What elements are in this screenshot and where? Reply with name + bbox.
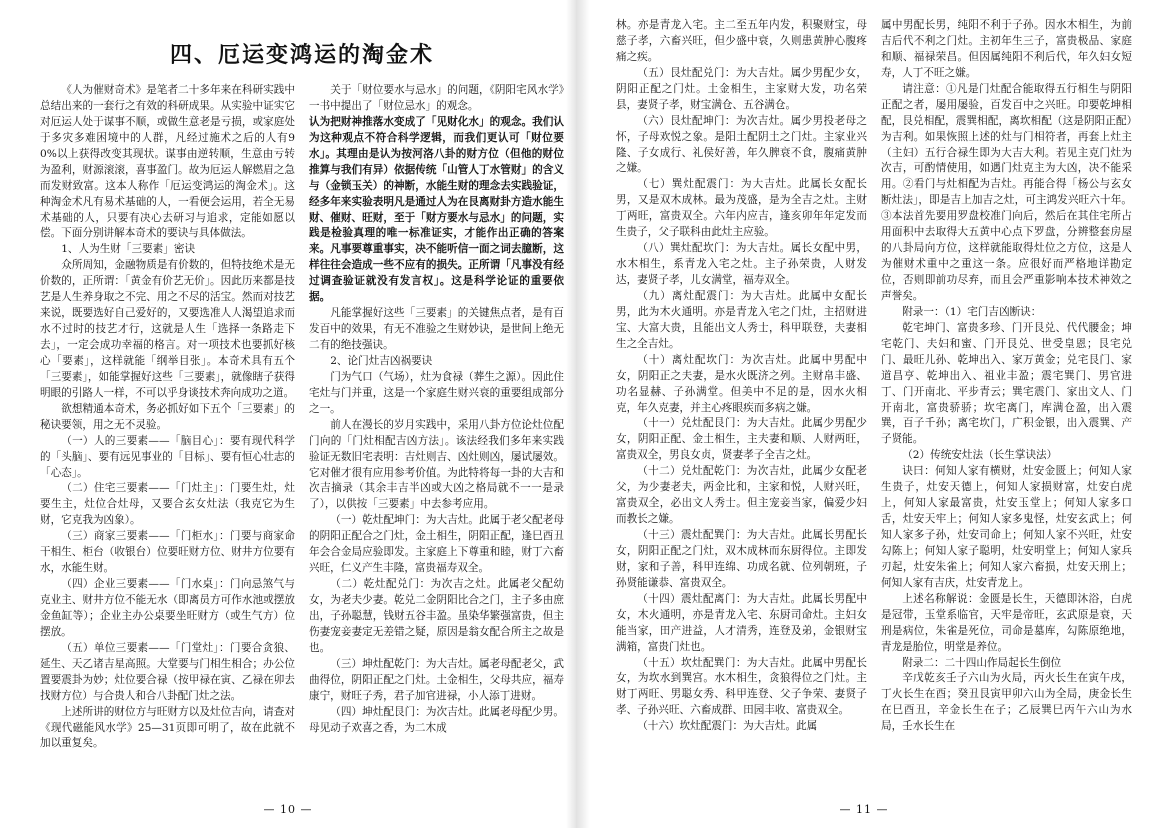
right-page: [576, 0, 1152, 828]
paragraph: （四）企业三要素——「门水桌」：门向忌煞气与克业主、财井方位不能无水（即离员方可作水池或摆放金鱼缸等）；企业主办公桌要坐旺财方（或生气方）位摆放。: [40, 578, 295, 638]
section-heading: 1、人为生财「三要素」密诀: [61, 243, 196, 256]
section-heading: （2）传统安灶法（长生掌诀法）: [902, 449, 1058, 462]
paragraph: （十六）坎灶配震门：为大吉灶。此属: [637, 720, 818, 733]
page-number: — 10 —: [263, 803, 313, 816]
right-column-2: [881, 18, 1132, 783]
paragraph: 《人为催财奇术》是笔者二十多年来在科研实践中总结出来的一套行之有效的科研成果。从实验中证实它对厄运人处于谋事不顺，或做生意老是亏损，或家庭处于多灾多难困境中的人群，凡经过施术之后的人有90%以上获得改变其现状。谋事由逆转顺，生意由亏转为盈利，财源滚滚，喜事盈门。故为厄运人解燃眉之急而发财致富。这本人称作「厄运变鸿运的淘金术」。这种淘金术凡有易术基础的人，一看便会运用，若全无易术基础的人，只要有决心去研习与追求，定能如愿以偿。下面分别讲解本奇术的要诀与具体做法。: [40, 84, 295, 240]
paragraph: 欲想精通本奇术，务必抓好如下五个「三要素」的秘诀要领，用之无不灵验。: [40, 402, 295, 431]
paragraph: （十五）坎灶配巽门：为大吉灶。此属中男配长女，为坎水到巽宫。水木相生，贪狼得位之门灶。主财丁两旺、男聪女秀、科甲连登、父子争荣、妻贤子孝、子孙兴旺、六畜成群、田园丰收、富贵双全。: [616, 656, 867, 717]
paragraph: （七）巽灶配震门：为大吉灶。此属长女配长男，又是双木成林。最为茂盛，是为全吉之灶。主财丁两旺，富贵双全。六年内应吉，逢亥卯年年定发而生贵子，父子联科由此灶主应验。: [616, 178, 867, 239]
paragraph: 前人在漫长的岁月实践中，采用八卦方位论灶位配门向的「门灶相配吉凶方法」。该法经我们多年来实践验证无数旧宅表明：吉灶则吉、凶灶则凶，屡试屡效。它对催才很有应用参考价值。为此特将每一卦的大吉和次吉摘录（其余丰吉半凶或大凶之格局就不一一是录了），以供按「三要素」中去参考应用。: [309, 418, 564, 511]
paragraph: （十三）震灶配巽门：为大吉灶。此属长男配长女，阴阳正配之门灶，双木成林而东厨得位。主即发财，家和子善，科甲连绵、功成名就、位列朝班，子孙贤能谦恭、富贵双全。: [616, 529, 867, 589]
paragraph: （十二）兑灶配乾门：为次吉灶，此属少女配老父，为少妻老夫，两金比和，主家和悦，人财兴旺，富贵双全，必出文人秀士。但主宠妾当家，偏爱少妇而教长之嫌。: [616, 465, 867, 526]
paragraph: 众所周知，金融物质是有价数的，但特技绝术是无价数的，正所谓：「黄金有价艺无价」。因此历来都是技艺是人生养身取之不完、用之不尽的活宝。然而对技艺来说，既要选好自己爱好的，又要选准人人渴望追求而水不过时的技艺才行，这就是人生「选择一条路走下去」，一定会成功幸福的格言。对一项技术也要抓好核心「要素」，这样就能「纲举目张」。本奇术具有五个「三要素」，如能掌握好这些「三要素」，就像瞎子获得明眼的引路人一样，不可以乎身谈技术奔向成功之道。: [40, 259, 295, 399]
paragraph: （十四）震灶配离门：为大吉灶。此属长男配中女，木火通明，亦是青龙入宅、东厨司命灶。主妇女能当家，田产进益，人才清秀，连登及弟，金银财宝满箱，富贵门灶也。: [616, 592, 867, 653]
paragraph: （十一）兑灶配艮门：为大吉灶。此属少男配少女，阴阳正配、金土相生，主夫妻和顺、人财两旺，富贵双全，男良女贞，贤妻孝子全吉之灶。: [616, 417, 867, 462]
paragraph: （二）住宅三要素——「门灶主」：门要生灶，灶要生主，灶位合灶母，又要合玄女灶法（我克它为生财，它克我为凶象）。: [40, 482, 295, 527]
paragraph: 上述名称解说：金匮是长生，天德即沐浴，白虎是冠带，玉堂系临官，天牢是帝旺，玄武原是衰，天刑是病位，朱雀是死位，司命是墓库，勾陈原绝地，青龙是胎位，明堂是养位。: [881, 592, 1132, 653]
paragraph: （一）人的三要素——「脑目心」：要有现代科学的「头脑」、要有远见事业的「目标」、要有恒心壮志的「心态」。: [40, 434, 295, 479]
paragraph: 属中男配长男，纯阳不利于子孙。因水木相生，为前吉后代不利之门灶。主初年生三子，富贵极品、家庭和顺、福禄荣昌。但因属纯阳不利后代，年久妇女短寿，人丁不旺之嫌。: [881, 19, 1132, 79]
left-column-1: [40, 83, 295, 803]
paragraph: 乾宅坤门、富贵多珍、门开艮兑、代代腰金；坤宅乾门、夫妇和蜜、门开艮兑、世受皇恩；艮宅兑门、最旺儿孙、乾坤出入、家万黄金；兑宅艮门、家道昌亨、乾坤出入、祖业丰盈；震宅巽门、男官进丁、门开南北、平步青云；巽宅震门、家出文人、门开南北，富贵骄骄；坎宅离门，库满仓盈，出入震巽，百子千孙；离宅坎门，广积金银，出入震巽、产子贤能。: [881, 321, 1132, 446]
paragraph: 辛戊乾亥壬子六山为火局，丙火长生在寅午戌，丁火长生在酉；癸丑艮寅甲卯六山为全局，庚金长生在巳酉丑，辛金长生在子；乙辰巽巳丙午六山为水局，壬水长生在: [881, 672, 1132, 733]
paragraph: 请注意：①凡是门灶配合能取得五行相生与阴阳正配之者，屡用屡验，百发百中之兴旺。印要乾坤相配，艮兑相配，震巽相配，离坎相配（这是阴阳正配）为吉利。如果恢照上述的灶与门相符者，再套上灶主（主妇）五行合禄生即为大吉大利。若见主克门灶为次吉，可酌情使用，如遇门灶克主为大凶，决不能采用。②看门与灶相配为吉灶。再能合得「杨公与玄女断灶法」，即是吉上加吉之灶，可主鸿发兴旺六十年。③本法首先要用罗盘校准门向后，然后在其住宅所占用面积中去取得大五黄中心点下罗盘，分辨整套房屋的八卦局向方位，这样就能取得灶位之方位，这是人为催财术重中之重这一条。应很好而严格地详勘定位，否则即前功尽弃，而且会严重影响本技术神效之声誉矣。: [881, 82, 1132, 302]
paragraph: （八）巽灶配坎门：为大吉灶。属长女配中男，水木相生，系青龙入宅之灶。主子孙荣贵，人财发达，妻贤子孝，儿女满堂，福寿双全。: [616, 242, 867, 286]
paragraph: （十）离灶配坎门：为次吉灶。此属中男配中女，阴阳正之夫妻，是水火既济之列。主财帛丰盛、功名显赫、子孙满堂。但美中不足的是，因水火相克，年久克妻，并主心疼眼疾而多病之嫌。: [616, 353, 867, 414]
bold-paragraph: 认为把财神推落水变成了「见财化水」的观念。我们认为这种观点不符合科学逻辑，而我们更认可「财位要水」。其理由是认为按河洛八卦的财方位（但他的财位推算与我们有异）依据传统「山管人丁水管财」的含义与（金锁玉关）的神断，水能生财的理念去实践验证，经多年来实验表明凡是通过人为在艮离财卦方造水能生财、催财、旺财，至于「财方要水与忌水」的问题，实践是检验真理的唯一标准证实，才能作出正确的答案来。凡事要尊重事实，决不能听信一面之词去臆断，这样往往会造成一些不应有的损失。正所谓「凡事没有经过调查验证就没有发言权」。这是科学论证的重要依据。: [309, 115, 564, 304]
paragraph: 上述所讲的财位方与旺财方以及灶位吉向，请查对《现代磁能风水学》25—31页即可明了，故在此就不加以重复矣。: [40, 705, 295, 750]
page-number: — 11 —: [839, 803, 889, 816]
paragraph: （二）乾灶配兑门：为次吉之灶。此属老父配幼女，为老夫少妻。乾兑二金阴阳比合之门，主子多由庶出，子孙聪慧，钱财五谷丰盈。虽染华繁强富贵，但主伤妻宠妾妻定无差错之疑，原因是翁女配合所主之故是也。: [309, 578, 564, 654]
paragraph: （一）乾灶配坤门：为大吉灶。此属于老父配老母的阴阳正配合之门灶，金土相生，阴阳正配，逢巳酉丑年会合金局应验即发。主家庭上下尊重和睦，财丁六畜兴旺，仁义产生丰隆，富贵福寿双全。: [309, 514, 564, 575]
paragraph: 凡能掌握好这些「三要素」的关键焦点者，是有百发百中的效果，有无不准验之生财妙诀，是世间上绝无二有的绝技强诀。: [309, 307, 564, 351]
paragraph: （四）坤灶配艮门：为次吉灶。此属老母配少男。母见动子欢喜之香，为二木成: [309, 705, 564, 734]
left-columns: [40, 83, 564, 803]
paragraph: （五）单位三要素——「门堂灶」：门要合贪狼、延生、天乙诸吉星高照。大堂要与门相生相合；办公位置要震卦为妙；灶位要合禄（按甲禄在寅、乙禄在卯去找财方位）与合贵人和合八卦配门灶之法。: [40, 641, 295, 702]
paragraph: 门为气口（气场），灶为食禄（葬生之源）。因此住宅灶与门并重，这是一个家庭生财兴衰的重要组成部分之一。: [309, 370, 564, 415]
paragraph: （六）艮灶配坤门：为次吉灶。属少男投老母之怀，子母欢悦之象。是阳土配阴土之门灶。主家业兴隆、子女成行、礼侯好善，年久脾衰不食，腹痛黄肿之嫌。: [616, 114, 867, 175]
paragraph: （九）离灶配震门：为大吉灶。此属中女配长男，此为木火通明。亦是青龙入宅之门灶，主招财进宝、大富大贵，且能出文人秀士，科甲联登，夫妻相生之全吉灶。: [616, 289, 867, 350]
paragraph: 林。亦是青龙入宅。主二至五年内发，积聚财宝，母慈子孝，六畜兴旺，但少盛中衰，久则患黄肿心腹疼痛之疾。: [616, 19, 867, 63]
paragraph: （五）艮灶配兑门：为大吉灶。属少男配少女，阴阳正配之门灶。土金相生，主家财大发，功名荣县，妻贤子孝，财宝满仓、五谷满仓。: [616, 66, 867, 111]
right-columns: [616, 18, 1132, 783]
paragraph: （三）坤灶配乾门：为大吉灶。属老母配老父，武曲得位，阴阳正配之门灶。土金相生，父母共应，福寿康宁，财旺子秀，君子加官进禄，小人添丁进财。: [309, 657, 564, 702]
paragraph: 诀曰：何知人家有横财，灶安金匮上；何知人家生贵子，灶安天德上，何知人家损财富，灶安白虎上，何知人家最富贵，灶安玉堂上；何知人家多口舌，灶安天牢上；何知人家多鬼怪，灶安玄武上；何知人家多子孙，灶安司命上；何知人家不兴旺，灶安勾陈上；何知人家子聪明，灶安明堂上；何知人家兵刃起，灶安朱雀上；何知人家六畜损，灶安天刑上；何知人家有吉庆，灶安青龙上。: [881, 465, 1132, 589]
page-title: 四、厄运变鸿运的淘金术: [169, 43, 434, 68]
section-heading: 附录二：二十四山作局起长生倒位: [902, 656, 1062, 669]
paragraph: （三）商家三要素——「门柜水」：门要与商家命干相生、柜台（收银台）位要旺财方位、财井方位要有水，水能生财。: [40, 530, 295, 575]
section-heading: 附录一：（1）宅门吉凶断诀：: [902, 305, 1042, 318]
paragraph: 关于「财位要水与忌水」的问题，《阴阳宅风水学》一书中提出了「财位忌水」的观念。: [309, 84, 564, 112]
section-heading: 2、论门灶吉凶祸要诀: [330, 354, 433, 367]
left-column-2: [309, 83, 564, 803]
right-column-1: [616, 18, 867, 783]
